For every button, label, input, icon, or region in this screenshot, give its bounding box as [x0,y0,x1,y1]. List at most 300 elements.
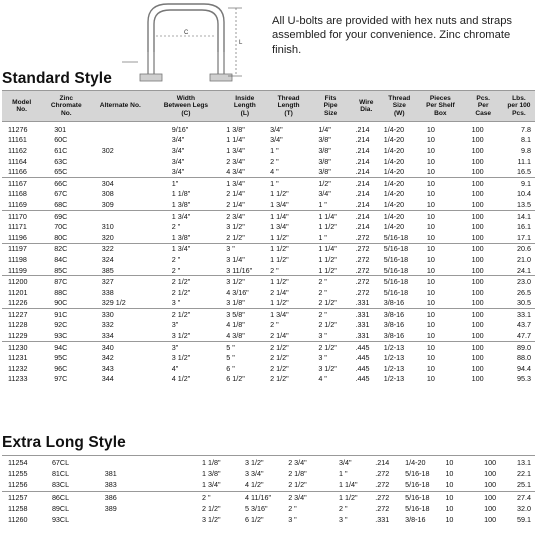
cell-inside-length: 4 3/16" [226,287,249,297]
cell-width-between-legs: 2 " [201,492,211,502]
cell-pieces-per-shelf-box: 10 [426,135,435,145]
cell-zinc-chromate-no: 60C [54,135,68,145]
standard-table-header [2,90,535,122]
cell-wire-dia: .214 [355,199,370,209]
cell-thread-size: 1/2-13 [383,353,405,363]
cell-lbs-per-100-pcs: 30.5 [516,298,531,308]
cell-alternate-no: 343 [101,363,114,373]
cell-model-no: 11196 [8,232,27,242]
cell-thread-size: 5/16-18 [405,503,430,513]
cell-model-no: 11255 [8,469,28,479]
cell-thread-size: 1/4-20 [383,167,405,177]
cell-wire-dia: .214 [355,222,370,232]
cell-width-between-legs: 1 1/8" [201,458,221,468]
cell-pieces-per-shelf-box: 10 [445,515,454,525]
cell-thread-size: 5/16-18 [405,469,430,479]
cell-alternate-no: 327 [101,277,114,287]
cell-pcs-per-case: 100 [471,265,484,275]
cell-fits-pipe-size: 1 1/2" [338,492,358,502]
cell-width-between-legs: 2 1/2" [171,277,191,287]
cell-alternate-no: 340 [101,342,114,352]
cell-fits-pipe-size: 1 1/4" [338,480,358,490]
cell-thread-length: 3/4" [270,124,283,134]
cell-pieces-per-shelf-box: 10 [426,331,435,341]
cell-thread-length: 2 1/4" [270,287,289,297]
cell-thread-size: 5/16-18 [405,480,430,490]
cell-alternate-no: 309 [101,199,114,209]
cell-inside-length: 3 1/2" [226,222,245,232]
cell-thread-length: 2 1/2" [288,480,307,490]
cell-alternate-no: 310 [101,222,114,232]
cell-thread-size: 3/8-16 [383,298,405,308]
cell-pieces-per-shelf-box: 10 [426,199,435,209]
cell-thread-length: 3 " [288,515,297,525]
cell-thread-length: 2 1/2" [270,353,289,363]
cell-fits-pipe-size: 1 1/2" [318,265,337,275]
cell-alternate-no: 308 [101,189,114,199]
cell-thread-length: 2 " [270,265,279,275]
cell-lbs-per-100-pcs: 94.4 [516,363,531,373]
table-row [2,287,535,298]
cell-zinc-chromate-no: 80C [54,232,68,242]
cell-wire-dia: .214 [355,189,370,199]
cell-lbs-per-100-pcs: 24.1 [516,265,531,275]
cell-thread-size: 1/4-20 [383,189,405,199]
cell-pcs-per-case: 100 [471,199,484,209]
table-row [2,457,535,468]
cell-zinc-chromate-no: 93CL [51,515,70,525]
cell-wire-dia: .214 [375,458,390,468]
cell-inside-length: 2 1/4" [226,189,245,199]
cell-thread-length: 2 1/2" [270,342,289,352]
header-wire-dia: Wire Dia. [359,98,374,113]
cell-width-between-legs: 2 " [171,222,181,232]
table-row [2,124,535,135]
cell-pieces-per-shelf-box: 10 [426,222,435,232]
cell-inside-length: 3 3/4" [245,469,264,479]
cell-thread-size: 1/4-20 [383,156,405,166]
cell-model-no: 11171 [8,222,27,232]
cell-wire-dia: .272 [355,244,370,254]
cell-model-no: 11170 [8,211,27,221]
table-row [2,145,535,156]
cell-alternate-no: 324 [101,254,114,264]
cell-lbs-per-100-pcs: 9.8 [520,145,531,155]
cell-inside-length: 4 3/4" [226,167,245,177]
table-row [2,210,535,222]
cell-pcs-per-case: 100 [471,353,484,363]
cell-pcs-per-case: 100 [471,254,484,264]
cell-zinc-chromate-no: 94C [54,342,68,352]
cell-lbs-per-100-pcs: 17.1 [516,232,531,242]
cell-wire-dia: .445 [355,342,370,352]
cell-pieces-per-shelf-box: 10 [445,492,454,502]
cell-wire-dia: .331 [355,331,370,341]
cell-pcs-per-case: 100 [471,309,484,319]
cell-lbs-per-100-pcs: 20.6 [516,244,531,254]
cell-thread-length: 1 " [270,145,279,155]
cell-width-between-legs: 3 " [171,298,181,308]
cell-pieces-per-shelf-box: 10 [445,469,454,479]
cell-width-between-legs: 3/4" [171,156,185,166]
cell-zinc-chromate-no: 97C [54,374,68,384]
cell-wire-dia: .331 [355,298,370,308]
cell-alternate-no: 334 [101,331,114,341]
cell-fits-pipe-size: 1 " [318,199,327,209]
cell-thread-length: 2 1/4" [270,331,289,341]
standard-table [2,90,535,384]
cell-alternate-no: 320 [101,232,114,242]
cell-thread-size: 3/8-16 [383,331,405,341]
table-row [2,199,535,210]
cell-pcs-per-case: 100 [471,287,484,297]
cell-pieces-per-shelf-box: 10 [426,189,435,199]
cell-lbs-per-100-pcs: 95.3 [516,374,531,384]
cell-inside-length: 3 " [226,244,235,254]
cell-pcs-per-case: 100 [471,222,484,232]
cell-pcs-per-case: 100 [484,469,497,479]
cell-thread-length: 1 " [270,178,279,188]
cell-thread-size: 1/4-20 [383,145,405,155]
cell-thread-length: 2 1/2" [270,374,289,384]
cell-alternate-no: 344 [101,374,114,384]
table-row [2,265,535,276]
cell-pcs-per-case: 100 [471,211,484,221]
cell-zinc-chromate-no: 89CL [51,503,70,513]
cell-wire-dia: .214 [355,145,370,155]
table-row [2,298,535,309]
cell-fits-pipe-size: 3/4" [338,458,352,468]
cell-thread-size: 1/4-20 [383,222,405,232]
cell-lbs-per-100-pcs: 33.1 [516,309,531,319]
u-bolt-inner [154,10,218,80]
cell-wire-dia: .272 [375,492,390,502]
table-row [2,166,535,177]
cell-model-no: 11229 [8,331,28,341]
cell-zinc-chromate-no: 81CL [51,469,70,479]
cell-alternate-no: 332 [101,320,114,330]
cell-zinc-chromate-no: 88C [54,287,68,297]
cell-model-no: 11232 [8,363,28,373]
cell-thread-size: 3/8-16 [383,320,405,330]
cell-thread-length: 1 1/2" [270,189,289,199]
cell-model-no: 11256 [8,480,28,490]
cell-model-no: 11162 [8,145,27,155]
cell-fits-pipe-size: 2 " [338,503,348,513]
cell-fits-pipe-size: 3 " [318,331,327,341]
cell-thread-length: 1 1/2" [270,232,289,242]
cell-pcs-per-case: 100 [471,167,484,177]
cell-wire-dia: .272 [355,232,370,242]
table-row [2,479,535,490]
hex-nuts [140,74,232,81]
cell-pcs-per-case: 100 [484,480,497,490]
cell-thread-length: 2 " [270,156,279,166]
table-row [2,232,535,243]
cell-fits-pipe-size: 1 1/4" [318,244,337,254]
cell-zinc-chromate-no: 85C [54,265,68,275]
cell-fits-pipe-size: 4 " [318,374,327,384]
table-row [2,221,535,232]
cell-thread-length: 2 3/4" [288,458,307,468]
cell-zinc-chromate-no: 90C [54,298,68,308]
cell-inside-length: 2 3/4" [226,211,245,221]
cell-fits-pipe-size: 1 1/2" [318,222,337,232]
cell-inside-length: 4 3/8" [226,331,245,341]
cell-pcs-per-case: 100 [471,189,484,199]
cell-wire-dia: .272 [355,265,370,275]
cell-pcs-per-case: 100 [471,156,484,166]
cell-thread-size: 5/16-18 [383,287,409,297]
cell-pcs-per-case: 100 [484,492,497,502]
cell-alternate-no: 383 [104,480,117,490]
cell-model-no: 11167 [8,178,27,188]
cell-fits-pipe-size: 3/8" [318,156,331,166]
cell-pcs-per-case: 100 [471,342,484,352]
cell-model-no: 11260 [8,515,28,525]
cell-width-between-legs: 3/4" [171,135,185,145]
cell-wire-dia: .272 [355,254,370,264]
cell-model-no: 11258 [8,503,28,513]
cell-wire-dia: .272 [375,503,390,513]
table-row [2,156,535,167]
cell-thread-length: 1 1/2" [270,277,289,287]
cell-zinc-chromate-no: 95C [54,353,68,363]
cell-zinc-chromate-no: 83CL [51,480,70,490]
cell-pieces-per-shelf-box: 10 [426,363,435,373]
standard-table-body [2,124,535,384]
cell-thread-size: 1/4-20 [383,199,405,209]
cell-zinc-chromate-no: 67C [54,189,68,199]
cell-alternate-no: 342 [101,353,114,363]
cell-inside-length: 3 1/2" [245,458,264,468]
cell-fits-pipe-size: 2 1/2" [318,320,337,330]
cell-zinc-chromate-no: 87C [54,277,68,287]
cell-inside-length: 5 " [226,342,235,352]
cell-fits-pipe-size: 3/8" [318,167,331,177]
cell-model-no: 11226 [8,298,28,308]
cell-width-between-legs: 2 1/2" [171,287,191,297]
cell-pieces-per-shelf-box: 10 [426,254,435,264]
cell-thread-length: 3/4" [270,135,283,145]
cell-thread-size: 5/16-18 [383,254,409,264]
cell-thread-size: 5/16-18 [383,232,409,242]
cell-inside-length: 5 " [226,353,235,363]
cell-lbs-per-100-pcs: 43.7 [516,320,531,330]
cell-pieces-per-shelf-box: 10 [426,167,435,177]
cell-inside-length: 1 3/8" [226,124,245,134]
cell-width-between-legs: 1 1/8" [171,189,191,199]
header-fits-pipe-size: Fits Pipe Size [323,94,338,117]
cell-width-between-legs: 4" [171,363,179,373]
cell-lbs-per-100-pcs: 59.1 [517,515,531,525]
cell-model-no: 11161 [8,135,27,145]
cell-wire-dia: .331 [355,320,370,330]
cell-width-between-legs: 1 3/4" [171,244,191,254]
cell-zinc-chromate-no: 82C [54,244,68,254]
table-row [2,320,535,331]
cell-lbs-per-100-pcs: 16.5 [516,167,531,177]
cell-fits-pipe-size: 2 1/2" [318,342,337,352]
cell-inside-length: 1 3/4" [226,145,245,155]
cell-inside-length: 1 1/4" [226,135,245,145]
cell-zinc-chromate-no: 68C [54,199,68,209]
cell-inside-length: 4 11/16" [245,492,272,502]
cell-width-between-legs: 1" [171,178,179,188]
cell-thread-size: 1/4-20 [383,211,405,221]
cell-pcs-per-case: 100 [471,331,484,341]
header-inside-length: Inside Length (L) [233,94,256,117]
cell-thread-length: 2 " [288,503,297,513]
cell-fits-pipe-size: 2 1/2" [318,298,337,308]
cell-thread-size: 3/8-16 [405,515,426,525]
cell-thread-size: 1/4-20 [405,458,426,468]
cell-width-between-legs: 3 1/2" [171,353,191,363]
cell-fits-pipe-size: 3/8" [318,135,331,145]
label-c: C [184,30,189,36]
cell-thread-length: 2 1/8" [288,469,307,479]
cell-lbs-per-100-pcs: 47.7 [516,331,531,341]
cell-pieces-per-shelf-box: 10 [426,124,435,134]
cell-fits-pipe-size: 3 " [318,353,327,363]
header-alternate-no: Alternate No. [99,102,141,110]
cell-fits-pipe-size: 3 " [338,515,348,525]
cell-thread-size: 5/16-18 [405,492,430,502]
cell-pieces-per-shelf-box: 10 [426,287,435,297]
cell-pcs-per-case: 100 [484,458,497,468]
cell-pcs-per-case: 100 [484,515,497,525]
cell-lbs-per-100-pcs: 13.1 [517,458,531,468]
cell-inside-length: 2 1/4" [226,199,245,209]
cell-model-no: 11197 [8,244,27,254]
cell-pieces-per-shelf-box: 10 [426,298,435,308]
cell-width-between-legs: 2 " [171,265,181,275]
cell-pieces-per-shelf-box: 10 [426,309,435,319]
table-row [2,374,535,385]
cell-wire-dia: .272 [355,287,370,297]
cell-lbs-per-100-pcs: 8.1 [520,135,531,145]
cell-width-between-legs: 1 3/8" [171,232,191,242]
cell-model-no: 11231 [8,353,28,363]
cell-model-no: 11201 [8,287,28,297]
table-row [2,330,535,341]
cell-model-no: 11199 [8,265,27,275]
cell-lbs-per-100-pcs: 9.1 [520,178,531,188]
cell-fits-pipe-size: 1 " [318,232,327,242]
cell-pieces-per-shelf-box: 10 [426,277,435,287]
cell-inside-length: 3 1/2" [226,277,245,287]
cell-lbs-per-100-pcs: 13.5 [516,199,531,209]
cell-zinc-chromate-no: 69C [54,211,68,221]
cell-model-no: 11227 [8,309,28,319]
cell-wire-dia: .331 [355,309,370,319]
cell-pieces-per-shelf-box: 10 [426,320,435,330]
cell-model-no: 11169 [8,199,27,209]
cell-pcs-per-case: 100 [471,124,484,134]
cell-alternate-no: 302 [101,145,114,155]
cell-inside-length: 6 1/2" [226,374,245,384]
cell-wire-dia: .445 [355,353,370,363]
cell-pieces-per-shelf-box: 10 [445,480,454,490]
cell-inside-length: 5 3/16" [245,503,268,513]
cell-pieces-per-shelf-box: 10 [426,265,435,275]
cell-model-no: 11166 [8,167,27,177]
cell-model-no: 11168 [8,189,27,199]
extra-long-style-title: Extra Long Style [2,434,126,451]
table-row [2,254,535,265]
u-bolt-outer [148,4,224,80]
table-row [2,275,535,287]
cell-fits-pipe-size: 2 " [318,309,327,319]
cell-inside-length: 3 5/8" [226,309,245,319]
cell-zinc-chromate-no: 93C [54,331,68,341]
cell-lbs-per-100-pcs: 22.1 [517,469,531,479]
cell-width-between-legs: 2 1/2" [201,503,221,513]
cell-pcs-per-case: 100 [471,244,484,254]
cell-lbs-per-100-pcs: 27.4 [517,492,531,502]
cell-alternate-no: 329 1/2 [101,298,126,308]
table-row [2,352,535,363]
header-pieces-per-shelf-box: Pieces Per Shelf Box [426,94,455,117]
cell-wire-dia: .214 [355,211,370,221]
cell-lbs-per-100-pcs: 10.4 [516,189,531,199]
cell-wire-dia: .445 [355,374,370,384]
table-row [2,243,535,255]
header-pcs-per-case: Pcs. Per Case [475,94,492,117]
cell-zinc-chromate-no: 67CL [51,458,70,468]
cell-thread-size: 1/2-13 [383,374,405,384]
cell-zinc-chromate-no: 70C [54,222,68,232]
cell-inside-length: 3 1/8" [226,298,245,308]
cell-fits-pipe-size: 1 1/2" [318,254,337,264]
cell-pcs-per-case: 100 [471,135,484,145]
cell-alternate-no: 322 [101,244,114,254]
cell-thread-size: 1/4-20 [383,178,405,188]
cell-zinc-chromate-no: 92C [54,320,68,330]
cell-inside-length: 3 1/4" [226,254,245,264]
cell-pieces-per-shelf-box: 10 [426,374,435,384]
cell-pieces-per-shelf-box: 10 [426,244,435,254]
cell-inside-length: 6 " [226,363,235,373]
cell-zinc-chromate-no: 84C [54,254,68,264]
cell-inside-length: 2 1/2" [226,232,245,242]
cell-thread-length: 1 1/2" [270,244,289,254]
cell-width-between-legs: 3" [171,320,179,330]
cell-wire-dia: .445 [355,363,370,373]
cell-lbs-per-100-pcs: 14.1 [516,211,531,221]
cell-width-between-legs: 9/16" [171,124,189,134]
cell-alternate-no: 330 [101,309,114,319]
cell-thread-length: 1 1/4" [270,211,289,221]
cell-inside-length: 3 11/16" [226,265,253,275]
cell-model-no: 11228 [8,320,28,330]
cell-pieces-per-shelf-box: 10 [426,353,435,363]
cell-pcs-per-case: 100 [471,232,484,242]
cell-thread-length: 1 1/2" [270,298,289,308]
cell-thread-size: 5/16-18 [383,277,409,287]
cell-width-between-legs: 1 3/8" [201,469,221,479]
cell-thread-length: 4 " [270,167,279,177]
cell-width-between-legs: 3" [171,342,179,352]
cell-inside-length: 2 3/4" [226,156,245,166]
table-row [2,308,535,320]
cell-fits-pipe-size: 2 " [318,277,327,287]
cell-width-between-legs: 3 1/2" [201,515,221,525]
cell-alternate-no: 338 [101,287,114,297]
cell-thread-size: 5/16-18 [383,265,409,275]
cell-alternate-no: 304 [101,178,114,188]
cell-wire-dia: .214 [355,167,370,177]
